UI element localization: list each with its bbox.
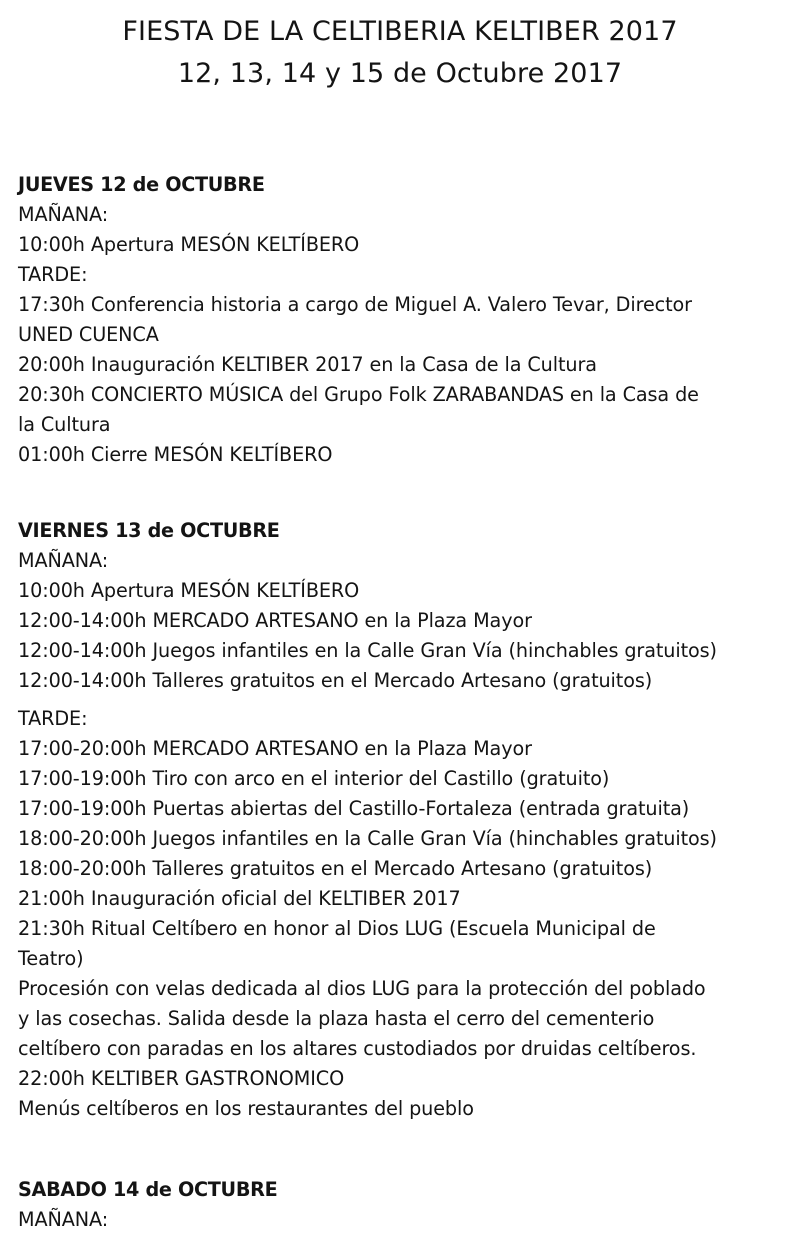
program-line: Menús celtíberos en los restaurantes del pueblo [18,1097,474,1120]
program-line: 01:00h Cierre MESÓN KELTÍBERO [18,443,333,466]
program-line: 21:30h Ritual Celtíbero en honor al Dios LUG (Escuela Municipal de [18,917,656,940]
program-line: y las cosechas. Salida desde la plaza hasta el cerro del cementerio [18,1007,655,1030]
program-line: 20:30h CONCIERTO MÚSICA del Grupo Folk ZARABANDAS en la Casa de [18,383,699,406]
program-line: 12:00-14:00h Talleres gratuitos en el Mercado Artesano (gratuitos) [18,669,653,692]
program-line: 10:00h Apertura MESÓN KELTÍBERO [18,233,360,256]
program-line: 12:00-14:00h MERCADO ARTESANO en la Plaza Mayor [18,609,532,632]
program-line: 20:00h Inauguración KELTIBER 2017 en la Casa de la Cultura [18,353,597,376]
day-heading: VIERNES 13 de OCTUBRE [18,519,280,542]
program-line: MAÑANA: [18,549,109,572]
program-line: TARDE: [18,707,88,730]
program-line: 17:00-20:00h MERCADO ARTESANO en la Plaza Mayor [18,737,532,760]
day-section-thursday [18,170,788,470]
program-line: 22:00h KELTIBER GASTRONOMICO [18,1067,345,1090]
program-line: MAÑANA: [18,203,109,226]
program-line: 17:00-19:00h Puertas abiertas del Castillo-Fortaleza (entrada gratuita) [18,797,690,820]
day-heading: JUEVES 12 de OCTUBRE [18,173,265,196]
program-line: 18:00-20:00h Juegos infantiles en la Calle Gran Vía (hinchables gratuitos) [18,827,717,850]
page-title: FIESTA DE LA CELTIBERIA KELTIBER 2017 [122,16,678,47]
program-line: 21:00h Inauguración oficial del KELTIBER 2017 [18,887,461,910]
program-line: 18:00-20:00h Talleres gratuitos en el Mercado Artesano (gratuitos) [18,857,653,880]
spacer [18,696,788,704]
program-line: celtíbero con paradas en los altares custodiados por druidas celtíberos. [18,1037,697,1060]
program-line: 17:30h Conferencia historia a cargo de Miguel A. Valero Tevar, Director [18,293,692,316]
program-line: 17:00-19:00h Tiro con arco en el interior del Castillo (gratuito) [18,767,610,790]
program-line: 12:00-14:00h Juegos infantiles en la Calle Gran Vía (hinchables gratuitos) [18,639,717,662]
program-line: 10:00h Apertura MESÓN KELTÍBERO [18,579,360,602]
program-line: TARDE: [18,263,88,286]
page-subtitle-dates: 12, 13, 14 y 15 de Octubre 2017 [177,58,623,89]
program-line: Procesión con velas dedicada al dios LUG para la protección del poblado [18,977,706,1000]
program-line: MAÑANA: [18,1208,109,1231]
program-line: Teatro) [18,947,84,970]
program-line: UNED CUENCA [18,323,159,346]
day-heading: SABADO 14 de OCTUBRE [18,1178,278,1201]
day-section-friday [18,516,788,1124]
day-section-saturday [18,1175,788,1235]
program-line: la Cultura [18,413,111,436]
